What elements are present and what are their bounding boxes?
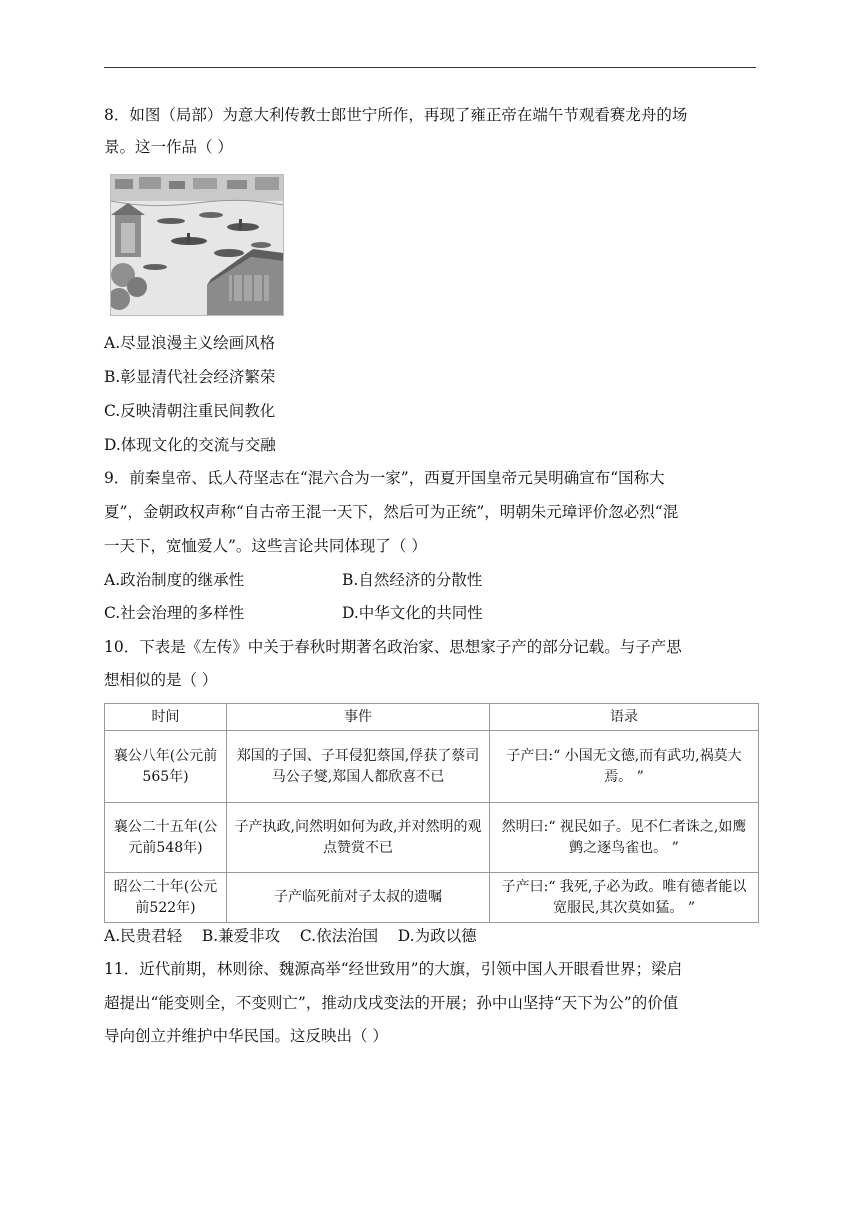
zuozhuan-records-table	[104, 703, 759, 923]
table-row	[105, 803, 759, 873]
q11-stem-line3: 导向创立并维护中华民国。这反映出（ ）	[104, 1027, 388, 1045]
q11-stem-line2: 超提出“能变则全，不变则亡”，推动戊戌变法的开展；孙中山坚持“天下为公”的价值	[104, 994, 679, 1012]
q8-stem-line1: 8．如图（局部）为意大利传教士郎世宁所作，再现了雍正帝在端午节观看赛龙舟的场	[104, 106, 688, 124]
table-header-quote: 语录	[490, 704, 759, 731]
q9-option-d: D.中华文化的共同性	[342, 604, 483, 622]
q9-option-a: A.政治制度的继承性	[104, 571, 245, 589]
q9-stem-line2: 夏”，金朝政权声称“自古帝王混一天下，然后可为正统”，明朝朱元璋评价忽必烈“混	[104, 503, 679, 521]
q8-stem-line2: 景。这一作品（ ）	[104, 138, 233, 156]
table-cell-event: 子产执政,问然明如何为政,并对然明的观点赞赏不已	[227, 803, 490, 873]
table-cell-quote: 然明曰:“ 视民如子。见不仁者诛之,如鹰鹯之逐鸟雀也。 ”	[490, 803, 759, 873]
q9-options-row1	[104, 569, 760, 591]
q8-option-d: D.体现文化的交流与交融	[104, 436, 276, 454]
q9-stem-line3: 一天下，宽恤爱人”。这些言论共同体现了（ ）	[104, 537, 427, 555]
q11-stem-line1: 11．近代前期，林则徐、魏源高举“经世致用”的大旗，引领中国人开眼看世界；梁启	[104, 960, 683, 978]
q9-option-b: B.自然经济的分散性	[342, 571, 483, 589]
header-rule	[104, 67, 756, 68]
q10-options: A.民贵君轻 B.兼爱非攻 C.依法治国 D.为政以德	[104, 927, 477, 945]
table-row	[105, 731, 759, 803]
table-cell-time: 襄公八年(公元前565年)	[105, 731, 227, 803]
q8-option-a: A.尽显浪漫主义绘画风格	[104, 334, 276, 352]
table-cell-quote: 子产曰:“ 小国无文德,而有武功,祸莫大焉。 ”	[490, 731, 759, 803]
dragon-boat-painting	[110, 174, 284, 316]
table-header-event: 事件	[227, 704, 490, 731]
q10-stem-line1: 10．下表是《左传》中关于春秋时期著名政治家、思想家子产的部分记载。与子产思	[104, 638, 682, 656]
table-cell-quote: 子产曰:“ 我死,子必为政。唯有德者能以宽服民,其次莫如猛。 ”	[490, 873, 759, 923]
q8-option-c: C.反映清朝注重民间教化	[104, 402, 276, 420]
table-header-time: 时间	[105, 704, 227, 731]
table-cell-event: 子产临死前对子太叔的遗嘱	[227, 873, 490, 923]
table-cell-time: 襄公二十五年(公元前548年)	[105, 803, 227, 873]
q10-stem-line2: 想相似的是（ ）	[104, 671, 218, 689]
table-cell-time: 昭公二十年(公元前522年)	[105, 873, 227, 923]
q8-option-b: B.彰显清代社会经济繁荣	[104, 368, 276, 386]
table-row	[105, 873, 759, 923]
table-header-row	[105, 704, 759, 731]
table-cell-event: 郑国的子国、子耳侵犯蔡国,俘获了蔡司马公子燮,郑国人都欣喜不已	[227, 731, 490, 803]
q9-options-row2	[104, 602, 760, 624]
q9-option-c: C.社会治理的多样性	[104, 604, 245, 622]
q9-stem-line1: 9．前秦皇帝、氐人苻坚志在“混六合为一家”，西夏开国皇帝元昊明确宣布“国称大	[104, 469, 665, 487]
